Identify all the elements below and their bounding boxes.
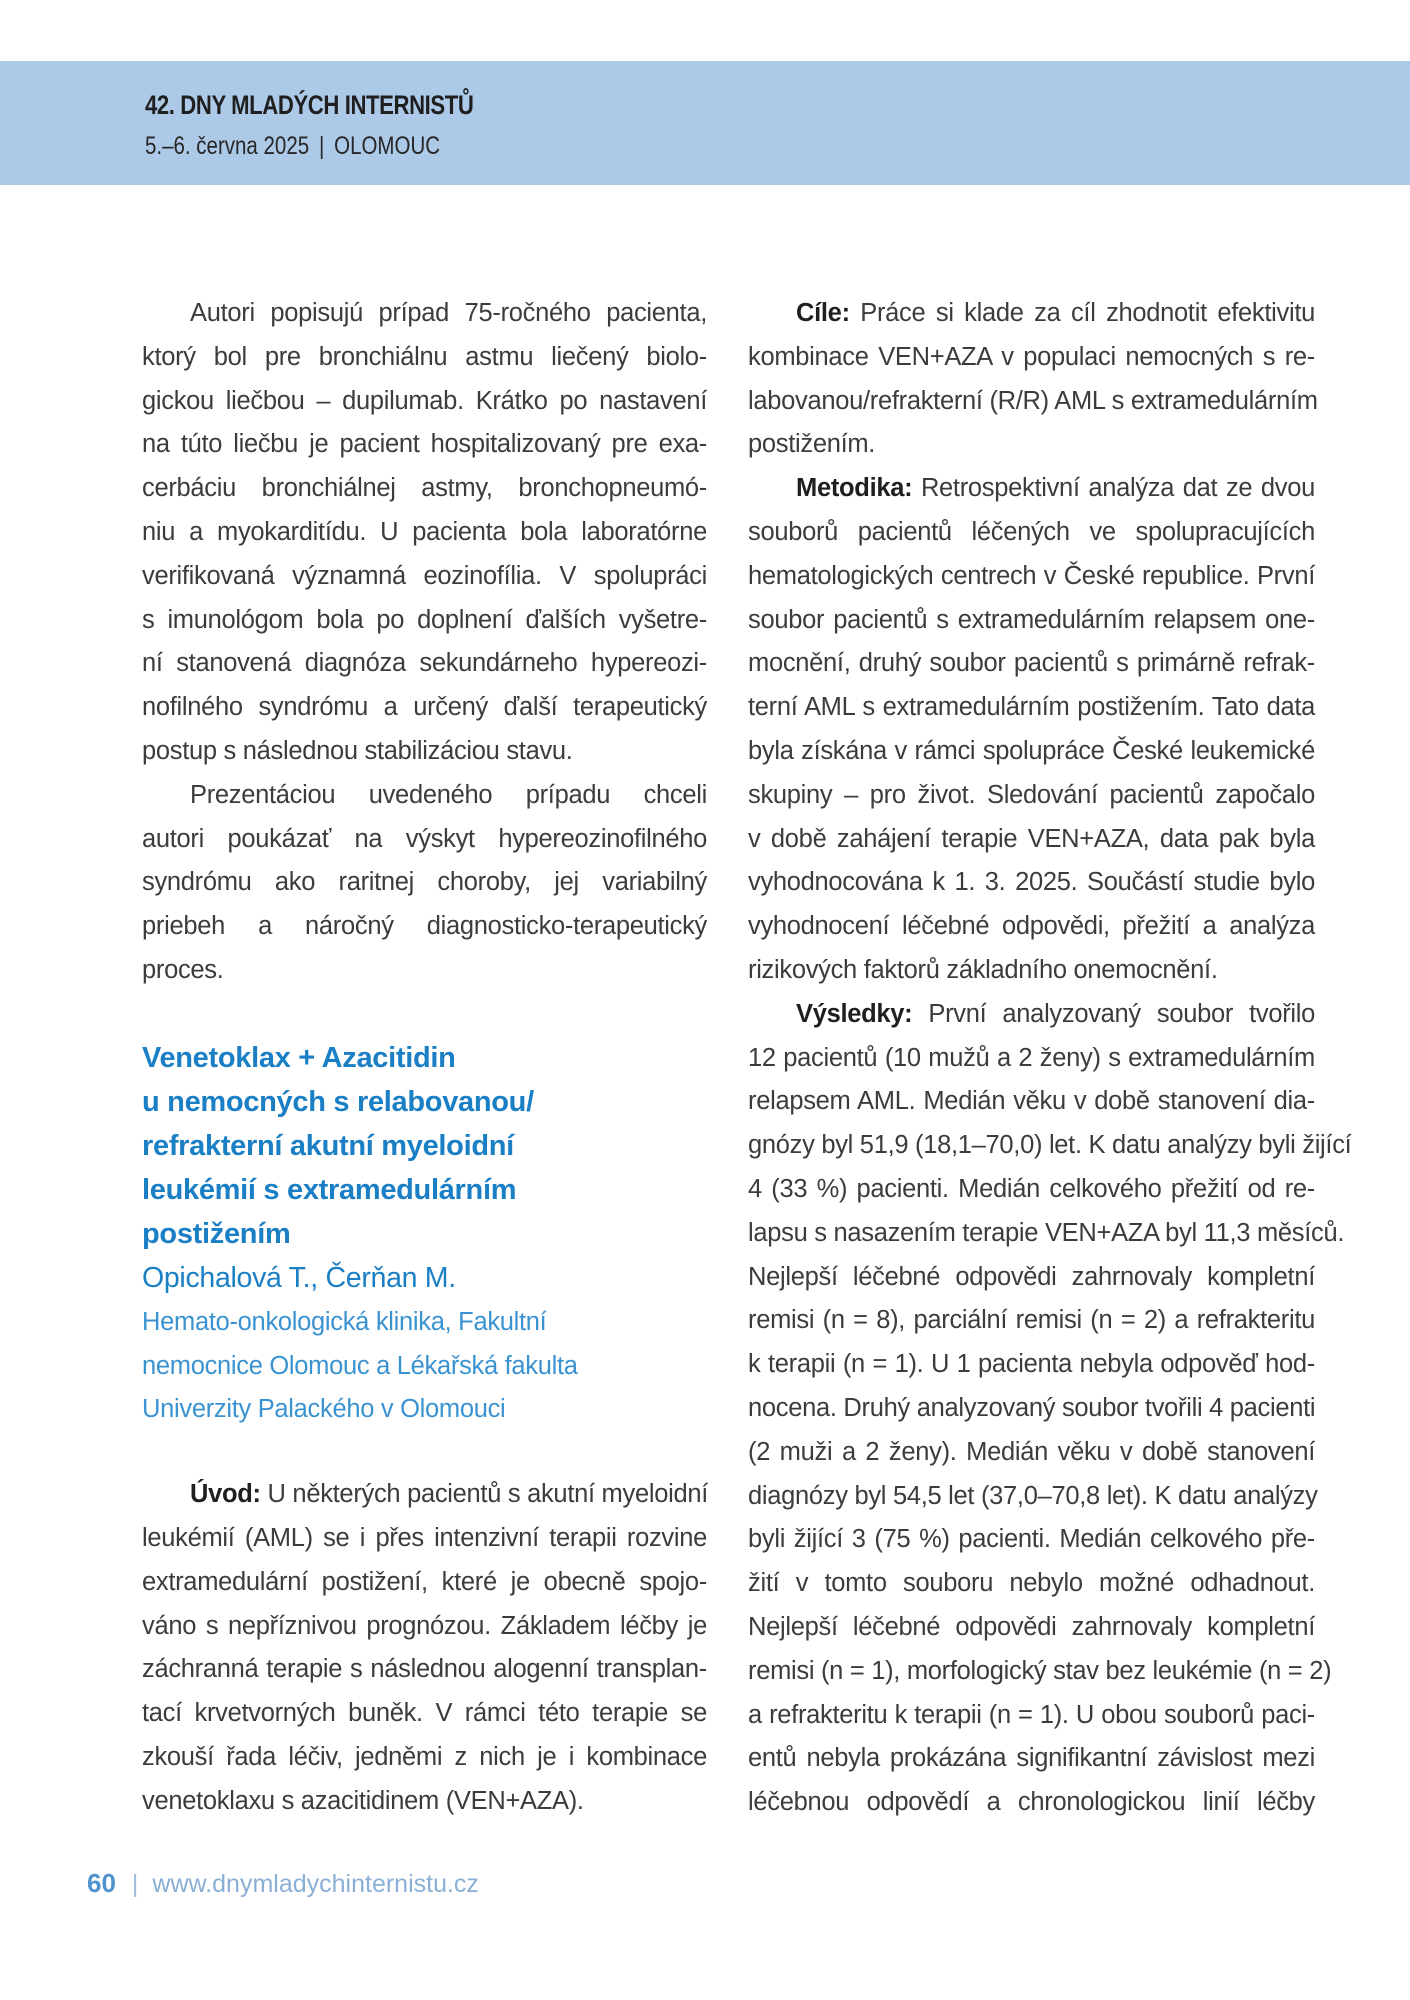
section-label: Výsledky:	[796, 999, 913, 1028]
text-line: niu a myokarditídu. U pacienta bola laboratórne	[142, 517, 707, 546]
text-line: ní stanovená diagnóza sekundárneho hypereozi-	[142, 649, 707, 678]
conference-subtitle	[145, 132, 440, 161]
text-line: skupiny – pro život. Sledování pacientů započalo	[748, 780, 1315, 809]
section-methods	[748, 467, 1315, 993]
previous-abstract-paragraph-1	[142, 292, 707, 774]
text-line: gickou liečbou – dupilumab. Krátko po nastavení	[142, 386, 707, 415]
text-line	[748, 292, 1315, 336]
article-affiliation	[142, 1300, 707, 1431]
website-link[interactable]: www.dnymladychinternistu.cz	[152, 1870, 479, 1898]
text-line: vyhodnocována k 1. 3. 2025. Součástí studie bylo	[748, 868, 1315, 897]
text-line: postup s následnou stabilizáciou stavu.	[142, 736, 573, 765]
text-line: remisi (n = 8), parciální remisi (n = 2) a refrakteritu	[748, 1306, 1315, 1335]
section-label: Úvod:	[190, 1480, 261, 1509]
text-line: byli žijící 3 (75 %) pacienti. Medián celkového pře-	[748, 1525, 1315, 1554]
text-line: léčebnou odpovědí a chronologickou linií léčby	[748, 1788, 1315, 1817]
section-label: Metodika:	[796, 474, 913, 503]
article-title-line: postižením	[142, 1217, 291, 1250]
spacer	[142, 1431, 707, 1473]
text-line: 4 (33 %) pacienti. Medián celkového přežití od re-	[748, 1174, 1315, 1203]
text-line: entů nebyla prokázána signifikantní závislost mezi	[748, 1744, 1315, 1773]
affiliation-line: Univerzity Palackého v Olomouci	[142, 1395, 506, 1424]
text-line: lapsu s nasazením terapie VEN+AZA byl 11,3 měsíců.	[748, 1218, 1345, 1247]
text-line: mocnění, druhý soubor pacientů s primárně refrak-	[748, 649, 1315, 678]
article-title-line: Venetoklax + Azacitidin	[142, 1041, 456, 1074]
section-text: U některých pacientů s akutní myeloidní	[260, 1480, 708, 1509]
text-line: souborů pacientů léčených ve spolupracujících	[748, 517, 1315, 546]
text-line: labovanou/refrakterní (R/R) AML s extramedulárním	[748, 386, 1318, 415]
footer-separator: |	[131, 1870, 139, 1898]
left-column	[142, 292, 707, 1824]
text-line: terní AML s extramedulárním postižením. Tato data	[748, 693, 1315, 722]
affiliation-line: nemocnice Olomouc a Lékařská fakulta	[142, 1351, 578, 1380]
text-line: venetoklaxu s azacitidinem (VEN+AZA).	[142, 1786, 584, 1815]
text-line: ktorý bol pre bronchiálnu astmu liečený biolo-	[142, 342, 707, 371]
text-line: Nejlepší léčebné odpovědi zahrnovaly kompletní	[748, 1262, 1315, 1291]
section-text: První analyzovaný soubor tvořilo	[912, 999, 1315, 1028]
section-text: Práce si klade za cíl zhodnotit efektivitu	[849, 299, 1315, 327]
text-line: kombinace VEN+AZA v populaci nemocných s re-	[748, 342, 1315, 371]
header-separator: |	[318, 132, 325, 160]
previous-abstract-paragraph-2	[142, 774, 707, 993]
spacer	[142, 993, 707, 1036]
text-line: žití v tomto souboru nebylo možné odhadnout.	[748, 1569, 1315, 1598]
text-line: proces.	[142, 955, 224, 984]
text-line: relapsem AML. Medián věku v době stanovení dia-	[748, 1087, 1315, 1116]
text-line: nocena. Druhý analyzovaný soubor tvořili 4 pacienti	[748, 1393, 1316, 1422]
section-label: Cíle:	[796, 299, 850, 327]
text-line: záchranná terapie s následnou alogenní transplan-	[142, 1655, 707, 1684]
page-number: 60	[87, 1868, 116, 1898]
conference-header-band	[0, 61, 1410, 185]
article-title	[142, 1036, 707, 1256]
text-line: s imunológom bola po doplnení ďalších vyšetre-	[142, 605, 707, 634]
text-line: syndrómu ako raritnej choroby, jej variabilný	[142, 868, 707, 897]
text-line: rizikových faktorů základního onemocnění.	[748, 955, 1218, 984]
text-line	[142, 1473, 707, 1517]
text-line: (2 muži a 2 ženy). Medián věku v době stanovení	[748, 1437, 1315, 1466]
conference-city: OLOMOUC	[334, 132, 441, 160]
page-footer	[87, 1868, 479, 1899]
text-line: v době zahájení terapie VEN+AZA, data pak byla	[748, 824, 1315, 853]
text-line: diagnózy byl 54,5 let (37,0–70,8 let). K datu analýzy	[748, 1481, 1318, 1510]
affiliation-line: Hemato-onkologická klinika, Fakultní	[142, 1307, 547, 1336]
text-line: hematologických centrech v České republice. První	[748, 561, 1315, 590]
text-line: priebeh a náročný diagnosticko-terapeutický	[142, 912, 707, 941]
article-title-line: u nemocných s relabovanou/	[142, 1085, 534, 1118]
text-line: postižením.	[748, 430, 876, 459]
text-line: verifikovaná významná eozinofília. V spolupráci	[142, 561, 707, 590]
text-line: gnózy byl 51,9 (18,1–70,0) let. K datu analýzy byli žijící	[748, 1131, 1352, 1160]
text-line: soubor pacientů s extramedulárním relapsem one-	[748, 605, 1315, 634]
text-line: na túto liečbu je pacient hospitalizovaný pre exa-	[142, 430, 707, 459]
text-line: leukémií (AML) se i přes intenzivní terapii rozvine	[142, 1523, 707, 1552]
text-line: 12 pacientů (10 mužů a 2 ženy) s extramedulárním	[748, 1043, 1315, 1072]
text-line: cerbáciu bronchiálnej astmy, bronchopneumó-	[142, 474, 707, 503]
text-line: zkouší řada léčiv, jedněmi z nich je i kombinace	[142, 1742, 707, 1771]
text-line: tací krvetvorných buněk. V rámci této terapie se	[142, 1699, 707, 1728]
conference-dates: 5.–6. června 2025	[145, 132, 310, 160]
conference-title: 42. DNY MLADÝCH INTERNISTŮ	[145, 90, 474, 120]
text-line: Nejlepší léčebné odpovědi zahrnovaly kompletní	[748, 1612, 1315, 1641]
text-line: váno s nepříznivou prognózou. Základem léčby je	[142, 1611, 707, 1640]
section-aims	[748, 292, 1318, 467]
article-title-line: leukémií s extramedulárním	[142, 1173, 517, 1206]
text-line: vyhodnocení léčebné odpovědi, přežití a analýza	[748, 912, 1315, 941]
text-line	[748, 993, 1315, 1037]
section-intro	[142, 1473, 707, 1823]
text-line: byla získána v rámci spolupráce České leukemické	[748, 736, 1315, 765]
text-line: extramedulární postižení, které je obecně spojo-	[142, 1567, 707, 1596]
text-line: autori poukázať na výskyt hypereozinofilného	[142, 824, 707, 853]
article-authors: Opichalová T., Čerňan M.	[142, 1261, 456, 1294]
section-results	[748, 993, 1352, 1825]
text-line: k terapii (n = 1). U 1 pacienta nebyla odpověď hod-	[748, 1350, 1315, 1379]
text-line	[748, 467, 1315, 511]
text-line: Prezentáciou uvedeného prípadu chceli	[190, 780, 707, 809]
right-column	[748, 292, 1352, 1825]
article-title-line: refrakterní akutní myeloidní	[142, 1129, 514, 1162]
text-line: remisi (n = 1), morfologický stav bez leukémie (n = 2)	[748, 1656, 1332, 1685]
text-line: a refrakteritu k terapii (n = 1). U obou souborů paci-	[748, 1700, 1315, 1729]
text-line: Autori popisujú prípad 75-ročného pacienta,	[190, 299, 707, 327]
text-line: nofilného syndrómu a určený ďalší terapeutický	[142, 693, 707, 722]
section-text: Retrospektivní analýza dat ze dvou	[912, 474, 1315, 503]
